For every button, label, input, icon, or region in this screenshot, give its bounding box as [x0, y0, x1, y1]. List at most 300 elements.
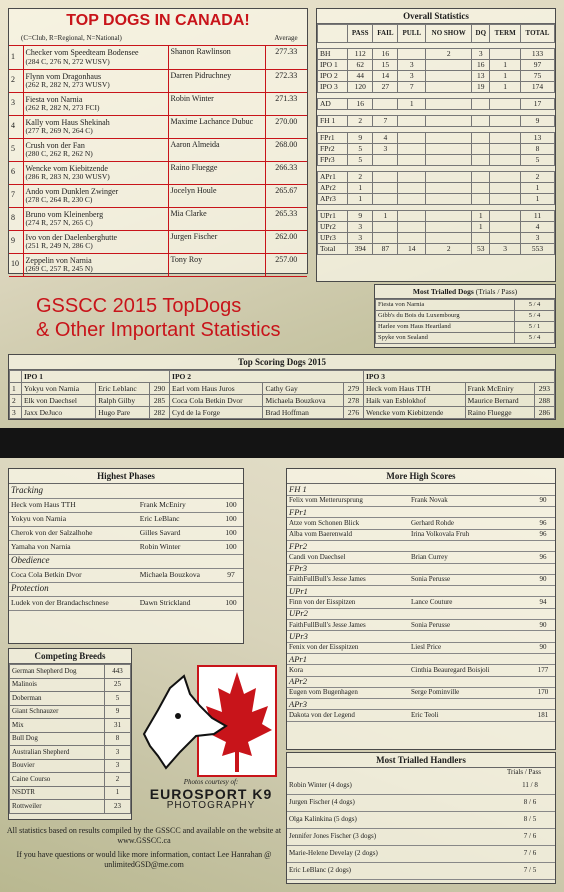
column-header: NO SHOW: [426, 25, 472, 43]
stat-cell: 1: [472, 211, 490, 222]
dog-name: Ando vom Dunklen Zwinger: [25, 186, 119, 196]
handler-cell: Brian Currey: [409, 552, 531, 563]
level-cell: FPr1: [318, 133, 348, 144]
table-row: [10, 732, 131, 746]
category-label: APr1: [287, 653, 555, 664]
breeds-title: Competing Breeds: [9, 649, 131, 664]
category-row: [287, 608, 555, 619]
dog-scores-detail: (251 R, 249 N, 286 C): [25, 240, 93, 250]
breed-cell: NSDTR: [10, 786, 105, 800]
stat-cell: 1: [373, 211, 398, 222]
table-row: [10, 407, 555, 419]
stat-cell: [472, 155, 490, 166]
handler-cell: Sonia Perusse: [409, 574, 531, 585]
stat-cell: 5: [348, 155, 373, 166]
stat-cell: [472, 233, 490, 244]
handler-cell: Aaron Almeida: [168, 138, 265, 161]
stat-cell: 3: [490, 244, 521, 255]
stat-cell: 1: [490, 60, 521, 71]
table-row: [287, 687, 555, 698]
table-row: [9, 568, 243, 582]
photo-brand: EUROSPORT K9: [149, 786, 273, 802]
table-row: [10, 705, 131, 719]
stat-cell: 9: [348, 211, 373, 222]
average-cell: 277.33: [265, 46, 307, 69]
stat-cell: 112: [348, 49, 373, 60]
name-cell: Yokyu von Narnia: [22, 383, 96, 395]
stat-cell: [490, 99, 521, 110]
level-cell: APr2: [318, 183, 348, 194]
stat-cell: 19: [472, 82, 490, 93]
stat-cell: 62: [348, 60, 373, 71]
stat-cell: 2: [348, 172, 373, 183]
score-cell: 278: [343, 395, 363, 407]
count-cell: 8: [105, 732, 131, 746]
table-row: [287, 552, 555, 563]
category-label: Tracking: [9, 484, 243, 498]
level-cell: APr3: [318, 194, 348, 205]
top-dogs-title: TOP DOGS IN CANADA!: [66, 12, 250, 29]
dog-scores-detail: (277 R, 269 N, 264 C): [25, 125, 93, 135]
stat-cell: [490, 144, 521, 155]
stat-cell: [426, 82, 472, 93]
handlers-subtitle: Trials / Pass: [507, 768, 541, 776]
dog-scores-detail: (269 C, 257 R, 245 N): [25, 263, 93, 273]
category-label: FPr3: [287, 563, 555, 574]
dog-name: Kally vom Haus Shekinah: [25, 117, 110, 127]
handler-cell: Olga Kalinkina (5 dogs): [287, 811, 505, 828]
stat-cell: 8: [520, 144, 554, 155]
table-row: [9, 526, 243, 540]
table-row: [10, 719, 131, 733]
stat-cell: [472, 133, 490, 144]
table-row: [376, 322, 555, 333]
stat-cell: 2: [520, 172, 554, 183]
dog-scores-detail: (280 C, 262 R, 262 N): [25, 148, 93, 158]
table-row: [9, 230, 307, 253]
level-cell: FH 1: [318, 116, 348, 127]
table-row: [318, 82, 555, 93]
name-cell: Earl vom Haus Juros: [170, 383, 263, 395]
name-cell: Frank McEniry: [465, 383, 534, 395]
category-row: [287, 484, 555, 495]
stat-cell: [472, 99, 490, 110]
dog-cell: Candi von Daechsel: [287, 552, 409, 563]
table-row: [318, 222, 555, 233]
category-row: [9, 582, 243, 596]
average-cell: 265.67: [265, 184, 307, 207]
trials-pass-cell: 7 / 6: [505, 845, 555, 862]
stat-cell: [426, 133, 472, 144]
divider-band: [0, 428, 564, 458]
table-row: [318, 183, 555, 194]
handler-cell: Mia Clarke: [168, 207, 265, 230]
stat-cell: [398, 144, 426, 155]
stat-cell: [472, 183, 490, 194]
level-cell: IPO 2: [318, 71, 348, 82]
handler-cell: Gilles Savard: [138, 526, 219, 540]
dog-cell: [23, 184, 168, 207]
stat-cell: 27: [373, 82, 398, 93]
stat-cell: 9: [520, 116, 554, 127]
stat-cell: 3: [520, 233, 554, 244]
trials-pass-cell: 11 / 8: [505, 777, 555, 794]
dog-cell: Spyke von Sealand: [376, 333, 515, 344]
table-row: [287, 665, 555, 676]
stat-cell: 13: [472, 71, 490, 82]
name-cell: Cyd de la Forge: [170, 407, 263, 419]
more-high-title: More High Scores: [287, 469, 555, 484]
top-dogs-rows: [9, 46, 307, 277]
score-cell: 100: [219, 540, 243, 554]
category-row: [287, 699, 555, 710]
dog-cell: [23, 207, 168, 230]
stat-cell: [398, 49, 426, 60]
handler-cell: Marie-Helene Develay (2 dogs): [287, 845, 505, 862]
stat-cell: [472, 144, 490, 155]
headline-line-1: GSSCC 2015 TopDogs: [36, 295, 242, 317]
dog-cell: [23, 253, 168, 276]
rank-cell: 2: [10, 395, 22, 407]
score-cell: 100: [219, 512, 243, 526]
stat-cell: 1: [472, 222, 490, 233]
level-cell: IPO 3: [318, 82, 348, 93]
stat-cell: 3: [373, 144, 398, 155]
category-row: [287, 631, 555, 642]
score-cell: 293: [534, 383, 554, 395]
highest-phases-title: Highest Phases: [9, 469, 243, 484]
stat-cell: 2: [348, 116, 373, 127]
count-cell: 25: [105, 678, 131, 692]
top-scoring-table: [9, 370, 555, 419]
name-cell: Cathy Gay: [263, 383, 344, 395]
most-trialled-dogs: [374, 284, 556, 348]
dog-cell: [23, 92, 168, 115]
stat-cell: [426, 172, 472, 183]
level-header: IPO 2: [170, 371, 364, 383]
dog-scores-detail: (278 C, 264 R, 230 C): [25, 194, 93, 204]
score-cell: 97: [219, 568, 243, 582]
stat-cell: 7: [398, 82, 426, 93]
table-row: [318, 155, 555, 166]
name-cell: Elk von Daechsel: [22, 395, 96, 407]
stat-cell: [426, 233, 472, 244]
stat-cell: 4: [373, 133, 398, 144]
name-cell: Maurice Bernard: [465, 395, 534, 407]
count-cell: 23: [105, 800, 131, 814]
handler-cell: Jurgen Fischer (4 dogs): [287, 794, 505, 811]
category-row: [287, 507, 555, 518]
photo-brand-sub: PHOTOGRAPHY: [166, 800, 256, 811]
overall-title: Overall Statistics: [317, 9, 555, 24]
category-row: [287, 540, 555, 551]
footer: [4, 826, 284, 874]
handler-cell: Tony Roy: [168, 253, 265, 276]
stat-cell: 7: [373, 116, 398, 127]
level-cell: IPO 1: [318, 60, 348, 71]
dog-name: Fiesta von Narnia: [25, 94, 83, 104]
name-cell: Hugo Pare: [96, 407, 150, 419]
dog-cell: Cherok von der Salzalhohe: [9, 526, 138, 540]
handler-cell: Maxime Lachance Dubuc: [168, 115, 265, 138]
average-cell: 272.33: [265, 69, 307, 92]
category-row: [287, 563, 555, 574]
stat-cell: 133: [520, 49, 554, 60]
dog-cell: Dakota von der Legend: [287, 710, 409, 721]
stat-cell: 1: [398, 99, 426, 110]
breed-cell: Bull Dog: [10, 732, 105, 746]
stat-cell: [398, 211, 426, 222]
column-header: PULL: [398, 25, 426, 43]
dog-cell: [23, 115, 168, 138]
handler-cell: Eric Teoli: [409, 710, 531, 721]
stat-cell: 3: [348, 222, 373, 233]
category-label: FPr1: [287, 507, 555, 518]
rank-cell: 3: [10, 407, 22, 419]
rank-cell: 7: [9, 184, 23, 207]
dog-name: Zeppelin von Narnia: [25, 255, 92, 265]
stat-cell: [373, 99, 398, 110]
top-scoring-title: Top Scoring Dogs 2015: [9, 355, 555, 370]
stat-cell: [426, 99, 472, 110]
table-row: [9, 512, 243, 526]
stat-cell: 394: [348, 244, 373, 255]
table-row: [10, 773, 131, 787]
count-cell: 443: [105, 665, 131, 679]
trials-pass-cell: 5 / 4: [515, 300, 555, 311]
handler-cell: Jocelyn Houle: [168, 184, 265, 207]
stat-cell: 1: [520, 183, 554, 194]
handler-cell: Lance Couture: [409, 597, 531, 608]
category-label: APr2: [287, 676, 555, 687]
level-cell: BH: [318, 49, 348, 60]
rank-cell: 1: [10, 383, 22, 395]
table-row: [318, 60, 555, 71]
score-cell: 90: [531, 574, 555, 585]
score-cell: 177: [531, 665, 555, 676]
handler-cell: Irina Volkovala Fruh: [409, 529, 531, 540]
stat-cell: [426, 194, 472, 205]
handler-cell: Raino Fluegge: [168, 161, 265, 184]
table-row: [287, 845, 555, 862]
stat-cell: [426, 211, 472, 222]
trials-pass-cell: 5 / 4: [515, 333, 555, 344]
category-row: [287, 676, 555, 687]
breed-cell: Bouvier: [10, 759, 105, 773]
table-row: [9, 115, 307, 138]
trials-pass-cell: 7 / 6: [505, 828, 555, 845]
table-row: [287, 518, 555, 529]
dog-cell: Finn von der Eisspitzen: [287, 597, 409, 608]
footer-line-2: If you have questions or would like more information, contact Lee Hanrahan @ unlimitedGSD@me.com: [16, 850, 272, 869]
count-cell: 31: [105, 719, 131, 733]
dog-name: Checker vom Speedteam Bodensee: [25, 48, 139, 58]
column-header: TERM: [490, 25, 521, 43]
dog-cell: [23, 161, 168, 184]
stat-cell: [373, 233, 398, 244]
stat-cell: 14: [398, 244, 426, 255]
rank-cell: 2: [9, 69, 23, 92]
competing-breeds: [8, 648, 132, 820]
dog-cell: Atze vom Schonen Blick: [287, 518, 409, 529]
stat-cell: 3: [398, 60, 426, 71]
table-row: [9, 253, 307, 276]
category-label: Obedience: [9, 554, 243, 568]
category-label: UPr2: [287, 608, 555, 619]
handler-cell: Sonia Perusse: [409, 620, 531, 631]
table-row: [287, 529, 555, 540]
dog-name: Crush von der Fan: [25, 140, 85, 150]
rank-cell: 5: [9, 138, 23, 161]
stat-cell: [490, 49, 521, 60]
stat-cell: 5: [348, 144, 373, 155]
dog-name: Flynn vom Dragonhaus: [25, 71, 102, 81]
handler-cell: Serge Pominville: [409, 687, 531, 698]
level-cell: UPr3: [318, 233, 348, 244]
handler-cell: Frank Novak: [409, 495, 531, 506]
score-cell: 170: [531, 687, 555, 698]
rank-cell: 8: [9, 207, 23, 230]
name-cell: Haik van Esblokhof: [364, 395, 466, 407]
table-row: [287, 620, 555, 631]
stat-cell: [490, 233, 521, 244]
dog-cell: [23, 69, 168, 92]
dog-cell: [23, 46, 168, 69]
column-header: DQ: [472, 25, 490, 43]
category-label: UPr3: [287, 631, 555, 642]
handler-cell: Dawn Strickland: [138, 596, 219, 610]
stat-cell: 13: [520, 133, 554, 144]
rank-cell: 10: [9, 253, 23, 276]
dog-scores-detail: (262 R, 282 N, 273 WUSV): [25, 79, 110, 89]
table-row: [10, 383, 555, 395]
most-trialled-dogs-subtitle: (Trials / Pass): [475, 287, 518, 296]
dog-cell: [23, 230, 168, 253]
stat-cell: 11: [520, 211, 554, 222]
score-cell: 90: [531, 495, 555, 506]
category-label: FPr2: [287, 540, 555, 551]
overall-header-row: [318, 25, 555, 43]
count-cell: 3: [105, 746, 131, 760]
dog-name: Ivo von der Daelenberghutte: [25, 232, 118, 242]
rank-cell: 6: [9, 161, 23, 184]
photo-credit: [146, 778, 276, 811]
table-row: [10, 692, 131, 706]
table-row: [9, 138, 307, 161]
handlers-table: [287, 777, 555, 880]
dog-cell: FaithFullBull's Jesse James: [287, 574, 409, 585]
stat-cell: 14: [373, 71, 398, 82]
highest-phases-table: [9, 484, 243, 611]
top-scoring-dogs: [8, 354, 556, 420]
stat-cell: [426, 71, 472, 82]
more-high-scores: [286, 468, 556, 750]
stat-cell: [472, 194, 490, 205]
stat-cell: 1: [348, 183, 373, 194]
stat-cell: [426, 222, 472, 233]
headline: [36, 294, 356, 342]
breed-cell: Malinois: [10, 678, 105, 692]
name-cell: Raino Fluegge: [465, 407, 534, 419]
score-cell: 90: [531, 620, 555, 631]
table-row: [9, 207, 307, 230]
level-header-row: [10, 371, 555, 383]
score-cell: 100: [219, 596, 243, 610]
table-row: [10, 800, 131, 814]
dog-cell: FaithFullBull's Jesse James: [287, 620, 409, 631]
dog-scores-detail: (284 C, 276 N, 272 WUSV): [25, 56, 110, 66]
table-row: [318, 133, 555, 144]
stat-cell: 53: [472, 244, 490, 255]
dog-name: Bruno vom Kleinenberg: [25, 209, 104, 219]
level-cell: UPr1: [318, 211, 348, 222]
table-row: [318, 194, 555, 205]
most-trialled-dogs-title: Most Trialled Dogs: [412, 287, 474, 296]
table-row: [10, 746, 131, 760]
handler-cell: Gerhard Rohde: [409, 518, 531, 529]
dog-cell: Alba vom Baerenwald: [287, 529, 409, 540]
handler-cell: Robin Winter: [168, 92, 265, 115]
dog-scores-detail: (274 R, 257 N, 265 C): [25, 217, 93, 227]
stat-cell: [490, 194, 521, 205]
table-row: [287, 777, 555, 794]
stat-cell: 3: [472, 49, 490, 60]
stat-cell: [490, 155, 521, 166]
breed-cell: Giant Schnauzer: [10, 705, 105, 719]
stat-cell: 174: [520, 82, 554, 93]
table-row: [287, 597, 555, 608]
stat-cell: 553: [520, 244, 554, 255]
top-dogs-legend: (C=Club, R=Regional, N=National): [21, 34, 122, 42]
table-row: [10, 665, 131, 679]
handler-cell: Eric LeBlanc: [138, 512, 219, 526]
table-row: [9, 92, 307, 115]
name-cell: Jaxx DeJuco: [22, 407, 96, 419]
handler-cell: Cinthia Beauregard Boisjoli: [409, 665, 531, 676]
score-cell: 94: [531, 597, 555, 608]
name-cell: Ralph Gilby: [96, 395, 150, 407]
category-label: FH 1: [287, 484, 555, 495]
score-cell: 96: [531, 518, 555, 529]
category-row: [287, 586, 555, 597]
dog-cell: Felix vom Metterursprung: [287, 495, 409, 506]
stat-cell: [426, 183, 472, 194]
more-high-table: [287, 484, 555, 722]
stat-cell: 120: [348, 82, 373, 93]
level-cell: Total: [318, 244, 348, 255]
category-row: [9, 484, 243, 498]
dog-scores-detail: (262 R, 282 N, 273 FCI): [25, 102, 100, 112]
stat-cell: 2: [426, 49, 472, 60]
breed-cell: Mix: [10, 719, 105, 733]
breed-cell: Australian Shepherd: [10, 746, 105, 760]
table-row: [287, 794, 555, 811]
stat-cell: [490, 133, 521, 144]
stat-cell: [490, 211, 521, 222]
handler-cell: Liesl Price: [409, 642, 531, 653]
stat-cell: 16: [373, 49, 398, 60]
average-cell: 270.00: [265, 115, 307, 138]
category-row: [9, 554, 243, 568]
score-cell: 100: [219, 498, 243, 512]
dog-cell: Gibb's du Bois du Luxembourg: [376, 311, 515, 322]
table-row: [287, 710, 555, 721]
name-cell: Brad Hoffman: [263, 407, 344, 419]
stat-cell: [490, 116, 521, 127]
handler-cell: Robin Winter: [138, 540, 219, 554]
handler-cell: Jurgen Fischer: [168, 230, 265, 253]
stat-cell: [398, 183, 426, 194]
